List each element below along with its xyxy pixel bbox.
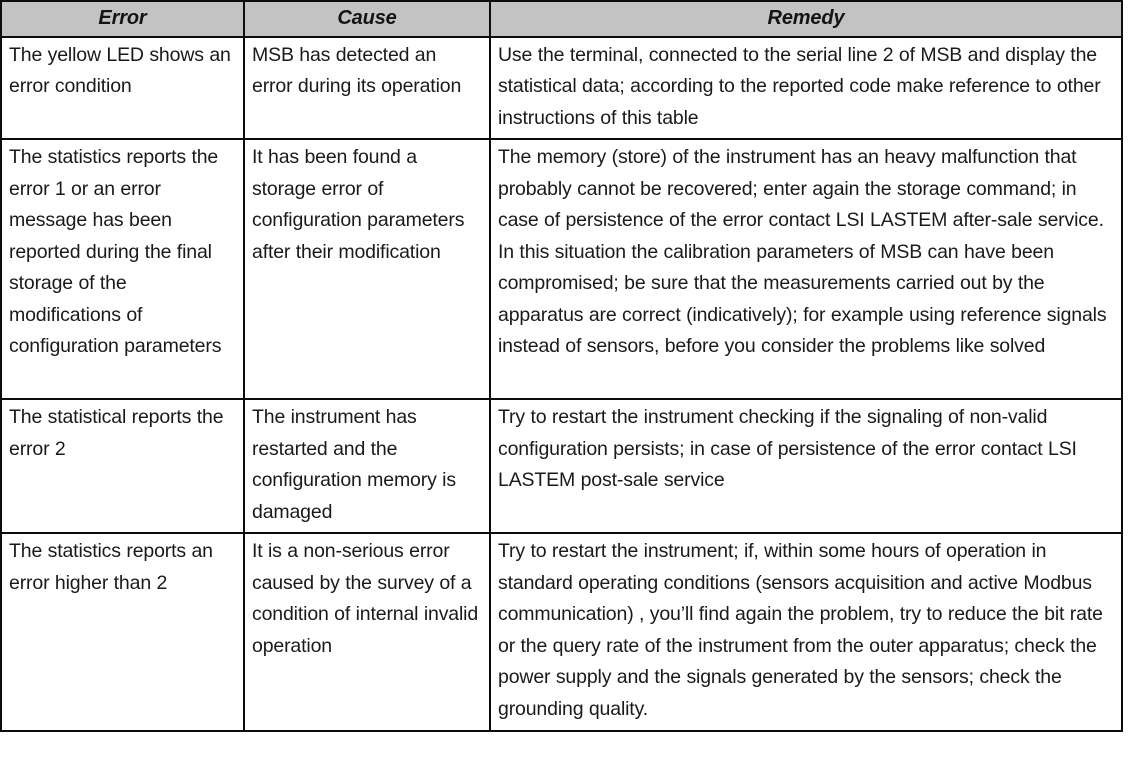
cell-remedy-text: The memory (store) of the instrument has an heavy malfunction that probably cannot be recovered; enter again the storage command; in case of persistence of the error contact LSI LASTEM after-sale service. In this situation the calibration parameters of MSB can have been compromised; be sure that the measurements carried out by the apparatus are correct (indicatively); for example using reference signals instead of sensors, before you consider the problems like solved (498, 146, 1112, 358)
cell-error (1, 399, 244, 533)
cell-error (1, 37, 244, 139)
column-header-error: Error (1, 1, 244, 37)
table-header (1, 1, 1122, 37)
cell-error-text: The statistics reports the error 1 or an error message has been reported during the final storage of the modifications of configuration parameters (9, 146, 224, 358)
cell-remedy (490, 37, 1122, 139)
cell-cause (244, 37, 490, 139)
cell-remedy-text: Use the terminal, connected to the serial line 2 of MSB and display the statistical data; according to the reported code make reference to other instructions of this table (498, 44, 1107, 129)
table-header-row (1, 1, 1122, 37)
cell-error-text: The statistics reports an error higher than 2 (9, 540, 219, 594)
cell-error (1, 139, 244, 399)
cell-cause-text: MSB has detected an error during its operation (252, 44, 462, 98)
table-body (1, 37, 1122, 731)
cell-cause-text: It has been found a storage error of configuration parameters after their modification (252, 146, 470, 263)
cell-error (1, 533, 244, 731)
cell-remedy-text: Try to restart the instrument checking if the signaling of non-valid configuration persists; in case of persistence of the error contact LSI LASTEM post-sale service (498, 406, 1083, 492)
column-header-cause: Cause (244, 1, 490, 37)
cell-remedy (490, 533, 1122, 731)
cell-cause (244, 533, 490, 731)
cell-error-text: The yellow LED shows an error condition (9, 44, 237, 98)
cell-cause (244, 399, 490, 533)
cell-error-text: The statistical reports the error 2 (9, 406, 229, 460)
column-header-remedy: Remedy (490, 1, 1122, 37)
table-row (1, 37, 1122, 139)
table-row (1, 533, 1122, 731)
cell-cause-text: It is a non-serious error caused by the survey of a condition of internal invalid operation (252, 540, 484, 657)
table-row (1, 139, 1122, 399)
cell-remedy (490, 399, 1122, 533)
cell-cause (244, 139, 490, 399)
table-row (1, 399, 1122, 533)
cell-remedy (490, 139, 1122, 399)
cell-remedy-text: Try to restart the instrument; if, within some hours of operation in standard operating conditions (sensors acquisition and active Modbus communication) , you’ll find again the problem, try to reduce the bit rate or the query rate of the instrument from the outer apparatus; check the power supply and the signals generated by the sensors; check the grounding quality. (498, 540, 1109, 720)
cell-cause-text: The instrument has restarted and the configuration memory is damaged (252, 406, 462, 523)
